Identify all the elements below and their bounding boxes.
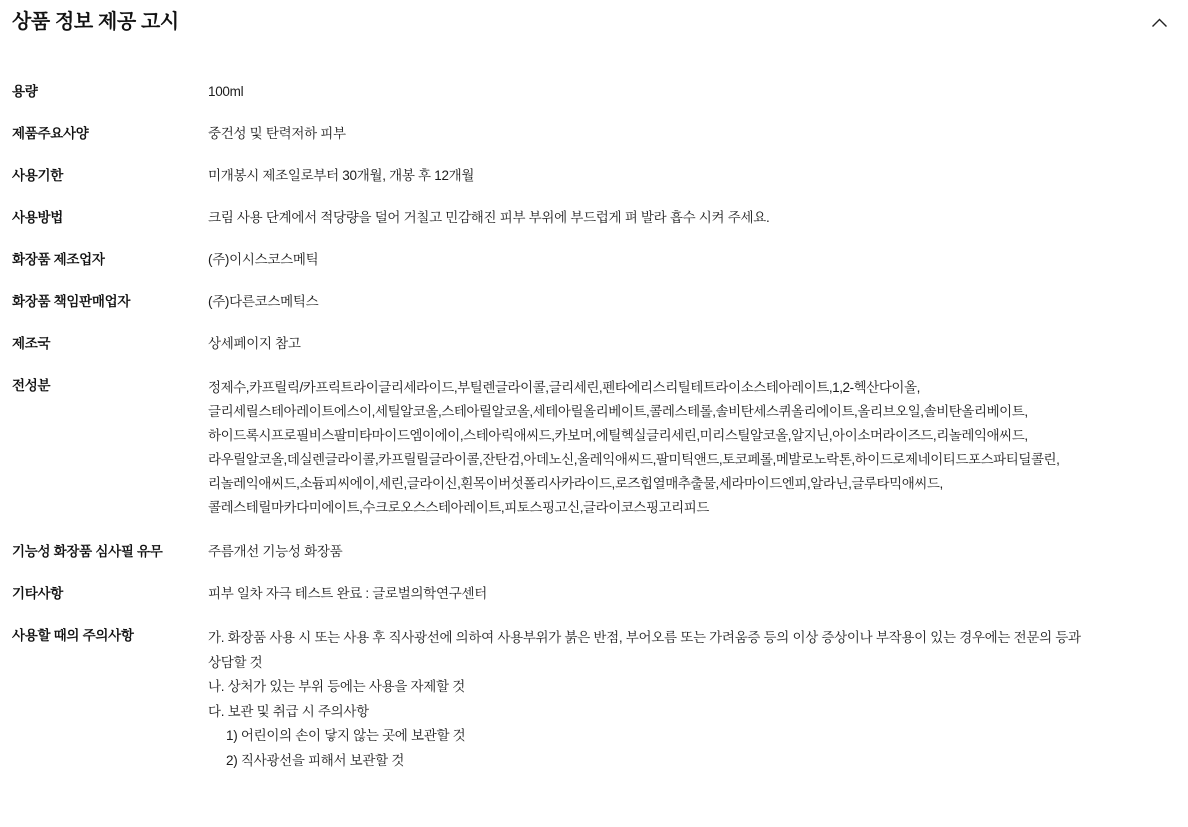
collapse-toggle-button[interactable] <box>1144 8 1174 38</box>
table-row <box>12 281 1176 323</box>
table-row <box>12 155 1176 197</box>
row-value <box>208 281 1176 323</box>
table-row <box>12 573 1176 615</box>
row-value <box>208 113 1176 155</box>
row-value-line: 정제수,카프릴릭/카프릭트라이글리세라이드,부틸렌글라이콜,글리세린,펜타에리스리틸테트라이소스테아레이트,1,2-헥산다이올, <box>208 380 920 395</box>
row-value <box>208 531 1176 573</box>
row-value-line: 1) 어린이의 손이 닿지 않는 곳에 보관할 것 <box>226 728 466 743</box>
row-value-line: 미개봉시 제조일로부터 30개월, 개봉 후 12개월 <box>208 168 475 183</box>
product-info-table <box>12 68 1176 784</box>
row-value-line: 상담할 것 <box>208 654 263 670</box>
row-value-line: 중건성 및 탄력저하 피부 <box>208 126 346 141</box>
row-value <box>208 239 1176 281</box>
table-row <box>12 365 1176 531</box>
row-value-line: (주)다른코스메틱스 <box>208 294 319 309</box>
row-value-line: 나. 상처가 있는 부위 등에는 사용을 자제할 것 <box>208 679 465 694</box>
row-value-line: 글리세릴스테아레이트에스이,세틸알코올,스테아릴알코올,세테아릴올리베이트,콜레스테롤,솔비탄세스퀴올리에이트,올리브오일,솔비탄올리베이트, <box>208 404 1028 419</box>
row-value-line: 피부 일차 자극 테스트 완료 : 글로벌의학연구센터 <box>208 586 487 601</box>
row-label: 화장품 책임판매업자 <box>12 294 131 309</box>
row-value-line: 라우릴알코올,데실렌글라이콜,카프릴릴글라이콜,잔탄검,아데노신,올레익애씨드,팔미틱앤드,토코페롤,메발로노락톤,하이드로제네이티드포스파티딜콜린, <box>208 452 1060 467</box>
row-value <box>208 323 1176 365</box>
row-value-line: 상세페이지 참고 <box>208 336 301 351</box>
row-value-line: 크림 사용 단계에서 적당량을 덜어 거칠고 민감해진 피부 부위에 부드럽게 펴 발라 흡수 시켜 주세요. <box>208 210 770 225</box>
row-value-line: 주름개선 기능성 화장품 <box>208 544 343 559</box>
row-value-line: 100ml <box>208 84 244 99</box>
table-row <box>12 68 1176 113</box>
table-row <box>12 239 1176 281</box>
page-title: 상품 정보 제공 고시 <box>12 11 179 33</box>
row-value <box>208 197 1176 239</box>
row-label: 화장품 제조업자 <box>12 252 105 267</box>
row-label: 제품주요사양 <box>12 126 89 141</box>
row-value <box>208 365 1176 531</box>
row-value <box>208 155 1176 197</box>
row-value <box>208 615 1176 784</box>
row-label: 사용기한 <box>12 168 63 183</box>
chevron-up-icon <box>1151 15 1168 32</box>
row-label: 기능성 화장품 심사필 유무 <box>12 544 163 559</box>
row-value-line: 2) 직사광선을 피해서 보관할 것 <box>226 752 405 768</box>
row-label: 기타사항 <box>12 586 63 601</box>
row-label: 사용방법 <box>12 210 63 225</box>
row-label: 제조국 <box>12 336 51 351</box>
table-row <box>12 197 1176 239</box>
row-label: 용량 <box>12 84 38 99</box>
row-value <box>208 68 1176 113</box>
section-header <box>12 0 1176 52</box>
table-body <box>12 68 1176 784</box>
row-value-line: 가. 화장품 사용 시 또는 사용 후 직사광선에 의하여 사용부위가 붉은 반점, 부어오름 또는 가려움증 등의 이상 증상이나 부작용이 있는 경우에는 전문의 등과 <box>208 630 1081 645</box>
table-row <box>12 113 1176 155</box>
row-value-line: 하이드록시프로필비스팔미타마이드엠이에이,스테아릭애씨드,카보머,에틸헥실글리세린,미리스틸알코올,알지닌,아이소머라이즈드,리놀레익애씨드, <box>208 428 1028 443</box>
row-value-line: 다. 보관 및 취급 시 주의사항 <box>208 703 369 719</box>
row-value-line: 리놀레익애씨드,소듐피씨에이,세린,글라이신,흰목이버섯폴리사카라이드,로즈힙열매추출물,세라마이드엔피,알라닌,글루타믹애씨드, <box>208 476 943 491</box>
table-row <box>12 531 1176 573</box>
row-label: 전성분 <box>12 378 51 393</box>
table-row <box>12 323 1176 365</box>
row-value <box>208 573 1176 615</box>
table-row <box>12 615 1176 784</box>
row-label: 사용할 때의 주의사항 <box>12 628 134 643</box>
row-value-line: 콜레스테릴마카다미에이트,수크로오스스테아레이트,피토스핑고신,글라이코스핑고리피드 <box>208 500 709 515</box>
row-value-line: (주)이시스코스메틱 <box>208 252 319 267</box>
